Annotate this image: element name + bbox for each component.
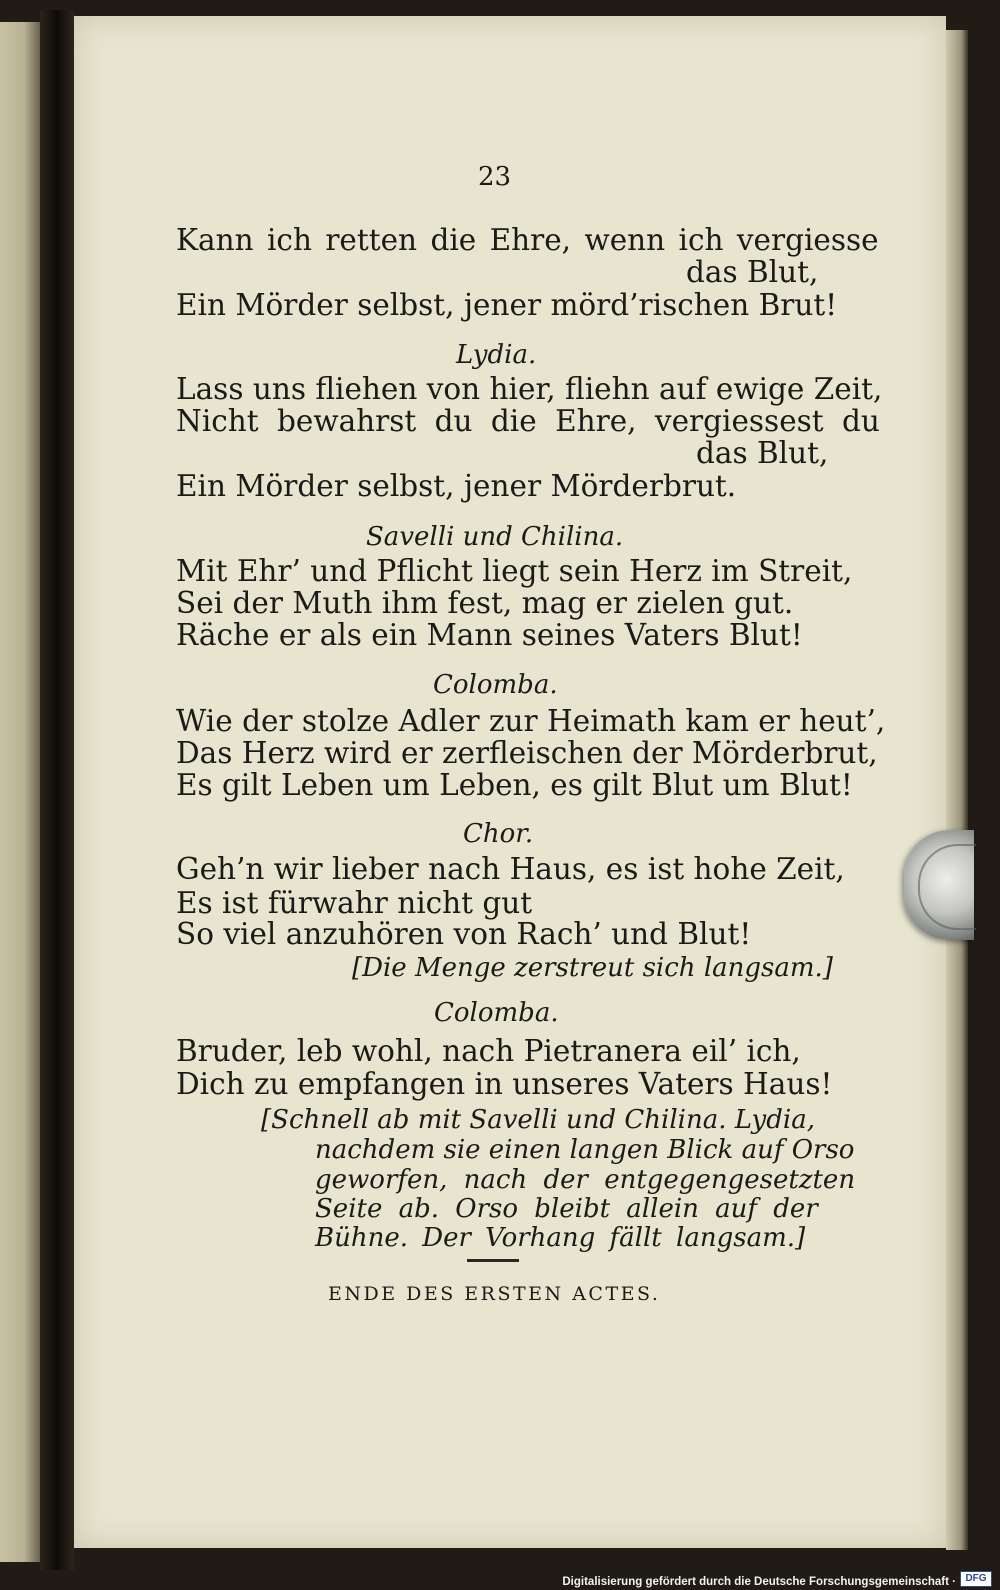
speaker-name: Colomba.: [434, 998, 559, 1028]
verse-line: Mit Ehr’ und Pflicht liegt sein Herz im Streit,: [176, 554, 853, 588]
verse-line: Dich zu empfangen in unseres Vaters Haus!: [176, 1067, 833, 1101]
book-gutter: [40, 10, 74, 1570]
verse-line: Lass uns fliehen von hier, fliehn auf ewige Zeit,: [176, 372, 883, 406]
page-number: 23: [478, 162, 512, 192]
stage-direction: [Schnell ab mit Savelli und Chilina. Lydia,: [261, 1105, 815, 1135]
page-stack-edge: [946, 30, 968, 1550]
previous-page-edge: [0, 22, 40, 1562]
verse-line: So viel anzuhören von Rach’ und Blut!: [176, 917, 752, 951]
speaker-name: Colomba.: [433, 670, 558, 700]
stage-direction: nachdem sie einen langen Blick auf Orso: [315, 1135, 855, 1165]
act-end-label: ENDE DES ERSTEN ACTES.: [328, 1283, 661, 1305]
verse-line: Ein Mörder selbst, jener mörd’rischen Brut!: [176, 288, 838, 322]
page-clip: [904, 830, 974, 940]
verse-line: Es ist fürwahr nicht gut: [176, 886, 533, 920]
verse-line: Nicht bewahrst du die Ehre, vergiessest du: [176, 404, 880, 438]
stage-direction: [Die Menge zerstreut sich langsam.]: [352, 953, 833, 983]
verse-line: Geh’n wir lieber nach Haus, es ist hohe Zeit,: [176, 852, 845, 886]
speaker-name: Savelli und Chilina.: [366, 522, 624, 552]
verse-line: das Blut,: [686, 255, 819, 289]
verse-line: Kann ich retten die Ehre, wenn ich vergiesse: [176, 223, 879, 257]
stage-direction: Seite ab. Orso bleibt allein auf der: [315, 1194, 818, 1224]
stage-direction: geworfen, nach der entgegengesetzten: [315, 1165, 856, 1195]
verse-line: Ein Mörder selbst, jener Mörderbrut.: [176, 469, 737, 503]
verse-line: Bruder, leb wohl, nach Pietranera eil’ ich,: [176, 1034, 801, 1068]
stage-direction: Bühne. Der Vorhang fällt langsam.]: [315, 1223, 806, 1253]
verse-line: Wie der stolze Adler zur Heimath kam er heut’,: [176, 704, 886, 738]
end-rule: [467, 1259, 519, 1262]
page-clip-rim: [918, 844, 976, 930]
speaker-name: Lydia.: [456, 340, 537, 370]
speaker-name: Chor.: [463, 819, 534, 849]
verse-line: Es gilt Leben um Leben, es gilt Blut um Blut!: [176, 768, 853, 802]
verse-line: das Blut,: [696, 436, 829, 470]
dfg-logo: DFG: [960, 1571, 992, 1587]
verse-line: Sei der Muth ihm fest, mag er zielen gut.: [176, 586, 794, 620]
verse-line: Räche er als ein Mann seines Vaters Blut!: [176, 618, 803, 652]
digitization-credit: Digitalisierung gefördert durch die Deutsche Forschungsgemeinschaft ·: [562, 1576, 956, 1588]
verse-line: Das Herz wird er zerfleischen der Mörderbrut,: [176, 736, 878, 770]
